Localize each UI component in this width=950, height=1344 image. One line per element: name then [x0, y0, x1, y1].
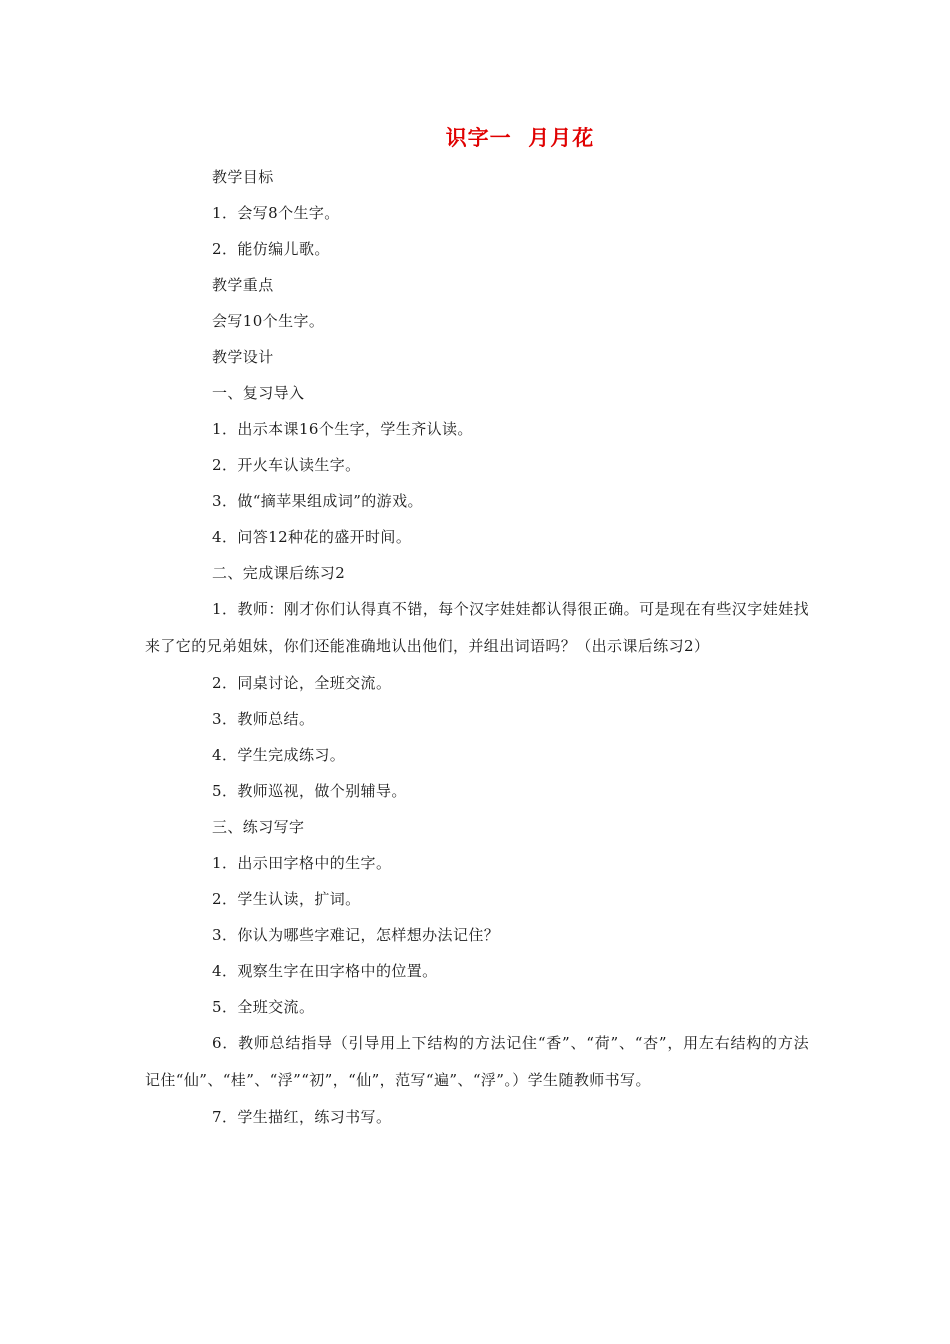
paragraph: 1．出示本课16个生字，学生齐认读。 — [212, 420, 473, 438]
paragraph: 3．做“摘苹果组成词”的游戏。 — [212, 492, 423, 510]
document-body — [145, 159, 809, 1135]
paragraph: 1．会写8个生字。 — [212, 204, 340, 222]
paragraph: 7．学生描红，练习书写。 — [212, 1108, 392, 1126]
paragraph: 2．能仿编儿歌。 — [212, 240, 330, 258]
paragraph-heading: 教学重点 — [212, 276, 274, 294]
paragraph: 5．全班交流。 — [212, 998, 315, 1016]
section-heading: 三、练习写字 — [212, 818, 305, 836]
document-title: 识字一 月月花 — [445, 126, 595, 150]
paragraph: 5．教师巡视，做个别辅导。 — [212, 782, 407, 800]
paragraph: 3．教师总结。 — [212, 710, 315, 728]
paragraph: 4．观察生字在田字格中的位置。 — [212, 962, 438, 980]
paragraph: 4．问答12种花的盛开时间。 — [212, 528, 412, 546]
paragraph: 会写10个生字。 — [212, 312, 325, 330]
paragraph: 3．你认为哪些字难记，怎样想办法记住？ — [212, 926, 500, 944]
paragraph-heading: 教学设计 — [212, 348, 274, 366]
section-heading: 二、完成课后练习2 — [212, 564, 346, 582]
paragraph: 2．同桌讨论，全班交流。 — [212, 674, 392, 692]
paragraph: 4．学生完成练习。 — [212, 746, 346, 764]
section-heading: 一、复习导入 — [212, 384, 305, 402]
paragraph-heading: 教学目标 — [212, 168, 274, 186]
paragraph: 1．教师：刚才你们认得真不错，每个汉字娃娃都认得很正确。可是现在有些汉字娃娃找来了它的兄弟姐妹，你们还能准确地认出他们，并组出词语吗？（出示课后练习2） — [145, 600, 809, 655]
paragraph: 1．出示田字格中的生字。 — [212, 854, 392, 872]
paragraph: 2．学生认读，扩词。 — [212, 890, 361, 908]
paragraph: 6．教师总结指导（引导用上下结构的方法记住“香”、“荷”、“杏”，用左右结构的方法记住“仙”、“桂”、“浮”“初”，“仙”，范写“遍”、“浮”。）学生随教师书写。 — [145, 1034, 809, 1089]
paragraph: 2．开火车认读生字。 — [212, 456, 361, 474]
